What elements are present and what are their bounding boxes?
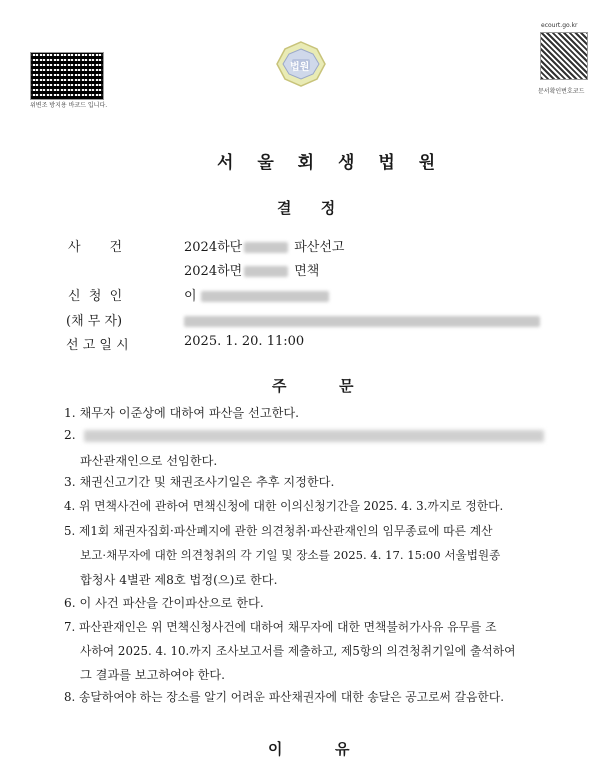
right-qr-caption: 문서확인번호코드: [538, 88, 585, 95]
order-heading: 주 문: [272, 377, 356, 395]
case-type-discharge: 면책: [294, 264, 320, 279]
redacted-text: [244, 242, 288, 253]
case-number-bankruptcy: 2024하단: [184, 240, 243, 255]
order-item-2-cont: 파산관재인으로 선임한다.: [80, 454, 218, 468]
redacted-text: [84, 430, 544, 442]
order-item-8: 8. 송달하여야 하는 장소를 알기 어려운 파산채권자에 대한 송달은 공고로써 갈음한다.: [64, 690, 504, 704]
field-label-applicant: 신 청 인: [68, 289, 123, 304]
field-label-debtor: (채 무 자): [66, 314, 123, 329]
field-value-case-1: [184, 236, 344, 255]
right-qr-url: ecourt.go.kr: [541, 22, 578, 29]
document-title: 결 정: [277, 199, 348, 217]
field-value-debtor-address: [184, 311, 540, 330]
case-number-discharge: 2024하면: [184, 264, 243, 279]
field-value-case-2: [184, 260, 319, 279]
field-value-date: 2025. 1. 20. 11:00: [184, 334, 305, 349]
order-item-6: 6. 이 사건 파산을 간이파산으로 한다.: [64, 596, 264, 610]
applicant-name: 이: [184, 289, 197, 304]
left-barcode-caption: 위변조 방지용 바코드 입니다.: [30, 102, 108, 109]
right-qr-code: [540, 32, 588, 80]
redacted-text: [184, 316, 540, 327]
order-item-7-cont-1: 사하여 2025. 4. 10.까지 조사보고서를 제출하고, 제5항의 의견청취기일에 출석하여: [80, 644, 516, 658]
case-type-bankruptcy: 파산선고: [294, 240, 345, 255]
order-item-7: 7. 파산관재인은 위 면책신청사건에 대하여 채무자에 대한 면책불허가사유 유무를 조: [64, 620, 497, 634]
field-label-case: 사 건: [68, 240, 123, 255]
court-emblem-icon: [273, 40, 329, 88]
emblem-label: 법원: [290, 62, 310, 73]
redacted-text: [201, 291, 329, 302]
order-item-7-cont-2: 그 결과를 보고하여야 한다.: [80, 668, 226, 682]
field-value-applicant: [184, 285, 329, 304]
order-item-2-number: 2.: [64, 428, 76, 442]
order-item-5: 5. 제1회 채권자집회·파산폐지에 관한 의견청취·파산관재인의 임무종료에 따른 계산: [64, 524, 493, 538]
order-item-1: 1. 채무자 이준상에 대하여 파산을 선고한다.: [64, 406, 300, 420]
order-item-3: 3. 채권신고기간 및 채권조사기일은 추후 지정한다.: [64, 475, 335, 489]
court-name: 서 울 회 생 법 원: [217, 153, 445, 173]
reason-heading: 이 유: [268, 740, 352, 758]
redacted-text: [244, 266, 288, 277]
field-label-date: 선 고 일 시: [66, 338, 129, 353]
order-item-5-cont-1: 보고·채무자에 대한 의견청취의 각 기일 및 장소를 2025. 4. 17. 15:00 서울법원종: [80, 548, 501, 562]
order-item-2: [64, 428, 544, 442]
order-item-5-cont-2: 합청사 4별관 제8호 법정(으)로 한다.: [80, 573, 278, 587]
left-barcode: [30, 52, 104, 100]
order-item-4: 4. 위 면책사건에 관하여 면책신청에 대한 이의신청기간을 2025. 4. 3.까지로 정한다.: [64, 499, 504, 513]
